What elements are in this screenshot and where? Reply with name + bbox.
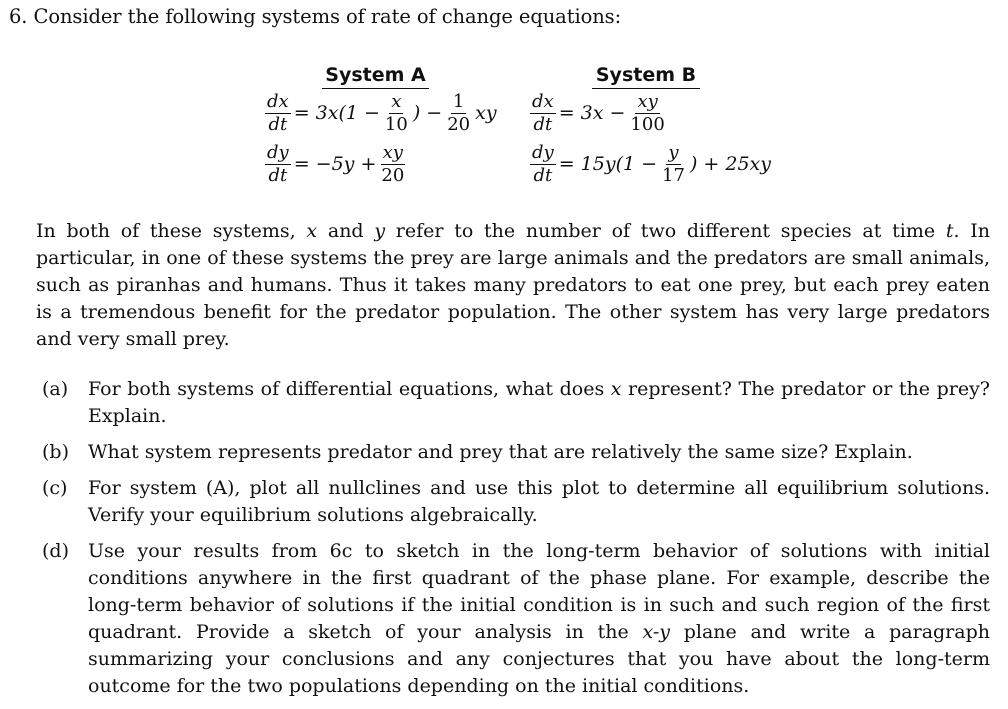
- question-text: [88, 376, 990, 430]
- dt-denominator: dt: [268, 164, 288, 186]
- equation-term: = 3x(1 −: [293, 102, 380, 125]
- dt-denominator: dt: [533, 164, 553, 186]
- intro-text: and: [317, 220, 375, 242]
- fraction-denominator: 20: [381, 164, 405, 186]
- question-text-part: Use your results from 6c to sketch in the long-term behavior of solutions with initial conditions anywhere in the first quadrant of the phase plane. For example, describe the long-term behavior of solutions if the initial condition is in such and such region of the first quadrant. Provide a sketch of your analysis in the: [88, 540, 990, 643]
- system-b-equation-2: [527, 143, 771, 186]
- dy-numerator: dy: [532, 142, 554, 163]
- intro-text: refer to the number of two different species at time: [385, 220, 946, 242]
- fraction-numerator: y: [668, 142, 679, 163]
- question-text-part: For both systems of differential equations, what does: [88, 378, 611, 400]
- intro-text: In both of these systems,: [36, 220, 307, 242]
- fraction-numerator: xy: [382, 142, 403, 163]
- intro-text: . In particular, in one of these systems the prey are large animals and the predators are small animals, such as piranhas and humans. Thus it takes many predators to eat one prey, but each prey eaten is a tremendous benefit for the predator population. The other system has very large predators and very small prey.: [36, 220, 990, 350]
- question-label: (a): [42, 378, 69, 400]
- math-y: y: [374, 220, 386, 242]
- dy-numerator: dy: [267, 142, 289, 163]
- system-b-title: System B: [592, 64, 700, 89]
- math-x: x: [306, 220, 318, 242]
- fraction-numerator: 1: [452, 91, 465, 112]
- math-x-y: x-y: [642, 621, 670, 643]
- question-a: [36, 376, 990, 430]
- system-a-equation-2: [262, 143, 409, 186]
- equation-term: = 15y(1 −: [558, 153, 658, 176]
- math-x: x: [610, 378, 622, 400]
- question-label: (d): [42, 540, 69, 562]
- dx-numerator: dx: [532, 91, 554, 112]
- math-t: t: [945, 220, 954, 242]
- question-b: [36, 439, 990, 466]
- fraction-denominator: 10: [384, 113, 408, 135]
- dx-numerator: dx: [267, 91, 289, 112]
- fraction-denominator: 17: [662, 164, 685, 186]
- fraction-numerator: xy: [637, 91, 658, 112]
- equation-term: ) −: [412, 102, 443, 125]
- equation-term: xy: [475, 102, 497, 125]
- system-a-title: System A: [322, 64, 429, 89]
- equation-term: ) + 25xy: [689, 153, 771, 176]
- question-list: [36, 376, 990, 709]
- question-label: (c): [42, 477, 68, 499]
- intro-paragraph: [36, 218, 990, 353]
- question-text: [88, 538, 990, 700]
- question-text-part: represent? The predator or the prey? Explain.: [88, 378, 990, 427]
- question-label: (b): [42, 441, 69, 463]
- question-c: [36, 475, 990, 529]
- dt-denominator: dt: [533, 113, 553, 135]
- fraction-numerator: x: [391, 91, 402, 112]
- question-d: [36, 538, 990, 700]
- problem-heading: 6. Consider the following systems of rate of change equations:: [9, 5, 622, 28]
- system-b-equation-1: [527, 92, 670, 135]
- question-text: For system (A), plot all nullclines and use this plot to determine all equilibrium solutions. Verify your equilibrium solutions algebraically.: [88, 477, 990, 526]
- question-text: What system represents predator and prey that are relatively the same size? Explain.: [88, 441, 913, 463]
- system-a-equation-1: [262, 92, 497, 135]
- fraction-denominator: 20: [447, 113, 471, 135]
- equation-term: = −5y +: [293, 153, 377, 176]
- dt-denominator: dt: [268, 113, 288, 135]
- fraction-denominator: 100: [630, 113, 665, 135]
- equation-term: = 3x −: [558, 102, 626, 125]
- question-text-part: plane and write a paragraph summarizing your conclusions and any conjectures that you have about the long-term outcome for the two populations depending on the initial conditions.: [88, 621, 990, 697]
